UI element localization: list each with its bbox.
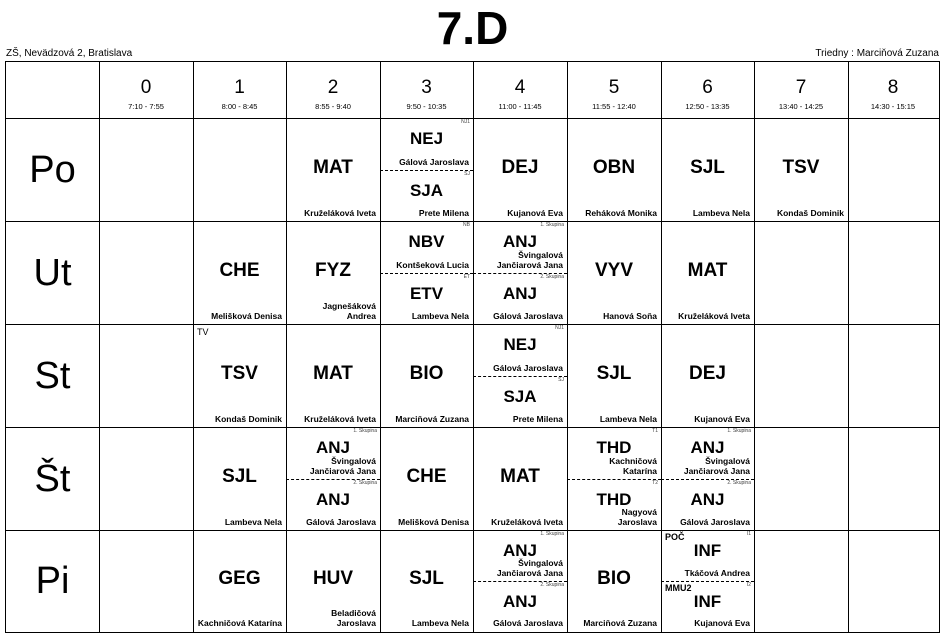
subject-code: NBV <box>408 232 445 251</box>
teacher-name: Kondaš Dominik <box>776 208 844 218</box>
teacher-name: Kachničová Katarína <box>197 618 282 628</box>
subject-code: ANJ <box>315 438 350 457</box>
group-label: SJ <box>464 170 470 177</box>
group-label: T1 <box>652 428 658 434</box>
teacher-name: Švingalová Jančiarová Jana <box>496 557 563 578</box>
teacher-name: Švingalová Jančiarová Jana <box>683 455 750 476</box>
lesson-cell[interactable] <box>567 118 661 221</box>
group-divider <box>380 170 473 171</box>
group-label: NJ1 <box>461 119 470 125</box>
teacher-name: Jagnešáková Andrea <box>322 301 376 321</box>
period-header <box>848 62 938 118</box>
lesson-cell[interactable] <box>193 530 286 631</box>
teacher-name: Gálová Jaroslava <box>493 362 563 373</box>
period-number: 3 <box>421 77 432 98</box>
group-label: NB <box>463 222 470 228</box>
lesson-bottom-group[interactable] <box>473 581 567 632</box>
group-label: ET <box>463 273 470 280</box>
teacher-name: Kujanová Eva <box>694 618 750 628</box>
period-header <box>567 62 661 118</box>
period-header <box>286 62 380 118</box>
teacher-name: Kujanová Eva <box>507 208 563 218</box>
lesson-cell[interactable] <box>661 118 754 221</box>
subject-code: THD <box>596 438 632 457</box>
subject-code: SJL <box>222 465 257 487</box>
teacher-name: Prete Milena <box>512 414 563 424</box>
teacher-name: Tkáčová Andrea <box>684 567 750 578</box>
lesson-bottom-group[interactable] <box>473 273 567 325</box>
group-divider <box>473 581 567 582</box>
group-label: I2 <box>746 581 751 588</box>
lesson-cell[interactable] <box>567 530 661 631</box>
lesson-cell[interactable] <box>286 530 380 631</box>
group-label: 2. Skupina <box>353 479 377 486</box>
subject-code: BIO <box>597 567 631 589</box>
period-number: 6 <box>702 77 713 98</box>
period-number: 8 <box>887 77 899 98</box>
subject-code: CHE <box>219 259 260 281</box>
lesson-bottom-group[interactable] <box>380 273 473 325</box>
lesson-cell[interactable] <box>567 427 661 530</box>
teacher-name: Lambeva Nela <box>692 208 750 218</box>
teacher-name: Melišková Denisa <box>211 311 282 321</box>
subject-code: DEJ <box>501 156 539 178</box>
teacher-name: Gálová Jaroslava <box>493 618 563 628</box>
teacher-name: Kontšeková Lucia <box>396 259 469 270</box>
subject-code: ETV <box>409 283 444 303</box>
teacher-name: Kruželáková Iveta <box>678 311 750 321</box>
lesson-bottom-group[interactable] <box>661 581 754 632</box>
subject-code: SJA <box>409 180 444 200</box>
subject-code: MAT <box>313 362 353 384</box>
subject-code: ANJ <box>502 591 537 611</box>
period-number: 4 <box>514 77 526 98</box>
lesson-cell[interactable] <box>380 427 473 530</box>
period-number: 1 <box>234 77 245 98</box>
lesson-bottom-group[interactable] <box>380 170 473 222</box>
teacher-name: Kachničová Katarína <box>609 455 657 476</box>
lesson-cell[interactable] <box>567 324 661 427</box>
teacher-name: Kruželáková Iveta <box>491 517 563 527</box>
subject-code: MAT <box>687 259 728 281</box>
subject-code: ANJ <box>315 489 350 509</box>
lesson-cell[interactable] <box>661 324 754 427</box>
teacher-name: Lambeva Nela <box>224 517 282 527</box>
lesson-cell[interactable] <box>286 427 380 530</box>
teacher-name: Gálová Jaroslava <box>306 517 376 527</box>
teacher-name: Lambeva Nela <box>599 414 657 424</box>
subject-code: ANJ <box>502 232 537 251</box>
subject-code: NEJ <box>409 129 444 148</box>
group-label: 1. Skupina <box>540 222 564 228</box>
lesson-top-group[interactable] <box>473 221 567 273</box>
period-number: 7 <box>795 77 807 98</box>
teacher-name: Gálová Jaroslava <box>680 517 750 527</box>
group-divider <box>567 479 661 480</box>
lesson-cell[interactable] <box>473 118 567 221</box>
group-divider <box>286 479 380 480</box>
group-divider <box>473 376 567 377</box>
subject-code: NEJ <box>503 335 537 354</box>
lesson-top-group[interactable] <box>661 427 754 479</box>
room-note: TV <box>197 327 209 337</box>
lesson-cell[interactable] <box>380 118 473 221</box>
subject-code: MAT <box>313 156 353 178</box>
period-header <box>473 62 567 118</box>
lesson-top-group[interactable] <box>286 427 380 479</box>
group-label: I1 <box>746 531 751 537</box>
subject-code: SJL <box>596 362 632 384</box>
class-teacher: Triedny : Marciňová Zuzana <box>815 48 939 59</box>
lesson-cell[interactable] <box>193 427 286 530</box>
grid-vline <box>848 62 849 632</box>
subject-code: DEJ <box>689 362 726 384</box>
room-note: MMU2 <box>665 582 692 593</box>
teacher-name: Marciňová Zuzana <box>395 414 469 424</box>
teacher-name: Marciňová Zuzana <box>583 618 657 628</box>
teacher-name: Reháková Monika <box>585 208 657 218</box>
group-label: 2. Skupina <box>540 581 564 588</box>
group-label: 1. Skupina <box>727 428 751 434</box>
lesson-cell[interactable] <box>661 221 754 324</box>
lesson-cell[interactable] <box>754 118 848 221</box>
day-label: Št <box>34 457 71 500</box>
lesson-top-group[interactable] <box>661 530 754 581</box>
teacher-name: Lambeva Nela <box>411 311 469 321</box>
lesson-bottom-group[interactable] <box>473 376 567 428</box>
group-divider <box>380 273 473 274</box>
teacher-name: Nagyová Jaroslava <box>617 507 657 527</box>
group-label: SJ <box>558 376 564 383</box>
teacher-name: Kondaš Dominik <box>214 414 282 424</box>
subject-code: VYV <box>594 259 634 281</box>
lesson-top-group[interactable] <box>473 530 567 581</box>
period-time: 14:30 - 15:15 <box>870 102 916 111</box>
group-label: 1. Skupina <box>540 531 564 537</box>
lesson-cell[interactable] <box>473 221 567 324</box>
lesson-cell[interactable] <box>661 427 754 530</box>
subject-code: GEG <box>218 567 261 589</box>
group-label: 2. Skupina <box>540 273 564 280</box>
lesson-cell[interactable] <box>473 324 567 427</box>
period-time: 12:50 - 13:35 <box>685 102 730 111</box>
subject-code: INF <box>693 541 722 560</box>
teacher-name: Gálová Jaroslava <box>399 156 469 167</box>
subject-code: INF <box>693 591 722 611</box>
lesson-cell[interactable] <box>567 221 661 324</box>
period-header <box>193 62 286 118</box>
subject-code: SJL <box>409 567 444 589</box>
day-label: Po <box>29 148 76 191</box>
teacher-name: Prete Milena <box>418 208 469 218</box>
subject-code: ANJ <box>502 541 537 560</box>
subject-code: TSV <box>782 156 820 178</box>
lesson-cell[interactable] <box>286 324 380 427</box>
school-name: ZŠ, Nevädzová 2, Bratislava <box>6 48 133 59</box>
timetable-grid <box>5 61 940 633</box>
period-time: 8:00 - 8:45 <box>221 102 258 111</box>
lesson-bottom-group[interactable] <box>661 479 754 531</box>
subject-code: MAT <box>500 465 540 487</box>
subject-code: ANJ <box>690 438 725 457</box>
teacher-name: Gálová Jaroslava <box>493 311 563 321</box>
subject-code: SJA <box>503 386 537 406</box>
group-label: T2 <box>652 479 658 486</box>
lesson-cell[interactable] <box>193 221 286 324</box>
subject-code: ANJ <box>502 283 537 303</box>
period-number: 0 <box>140 77 152 98</box>
lesson-cell[interactable] <box>286 221 380 324</box>
lesson-cell[interactable] <box>380 221 473 324</box>
subject-code: HUV <box>312 567 354 589</box>
subject-code: BIO <box>409 362 444 384</box>
period-number: 2 <box>327 77 339 98</box>
period-header <box>99 62 193 118</box>
teacher-name: Lambeva Nela <box>411 618 469 628</box>
group-divider <box>661 581 754 582</box>
lesson-cell[interactable] <box>473 427 567 530</box>
subject-code: ANJ <box>690 489 725 509</box>
group-label: NJ1 <box>555 325 564 331</box>
teacher-name: Kujanová Eva <box>694 414 750 424</box>
teacher-name: Švingalová Jančiarová Jana <box>496 249 563 270</box>
period-header <box>661 62 754 118</box>
teacher-name: Melišková Denisa <box>398 517 469 527</box>
day-label: St <box>34 354 71 397</box>
group-divider <box>661 479 754 480</box>
lesson-cell[interactable] <box>380 324 473 427</box>
subject-code: TSV <box>221 362 258 384</box>
period-header <box>380 62 473 118</box>
period-header <box>754 62 848 118</box>
timetable-title: 7.D <box>436 2 509 54</box>
grid-vline <box>99 62 100 632</box>
lesson-cell[interactable] <box>661 530 754 631</box>
subject-code: SJL <box>690 156 725 178</box>
lesson-top-group[interactable] <box>473 324 567 376</box>
lesson-top-group[interactable] <box>380 221 473 273</box>
lesson-bottom-group[interactable] <box>567 479 661 531</box>
period-number: 5 <box>608 77 620 98</box>
subject-code: THD <box>596 489 632 509</box>
lesson-bottom-group[interactable] <box>286 479 380 531</box>
period-time: 8:55 - 9:40 <box>315 102 351 111</box>
room-note: POČ <box>665 532 685 542</box>
lesson-top-group[interactable] <box>567 427 661 479</box>
lesson-cell[interactable] <box>380 530 473 631</box>
teacher-name: Kruželáková Iveta <box>304 414 376 424</box>
period-time: 11:55 - 12:40 <box>592 102 636 111</box>
teacher-name: Kruželáková Iveta <box>304 208 376 218</box>
group-label: 1. Skupina <box>353 428 377 434</box>
subject-code: OBN <box>592 156 636 178</box>
lesson-cell[interactable] <box>193 324 286 427</box>
subject-code: FYZ <box>315 259 351 281</box>
period-time: 7:10 - 7:55 <box>128 102 164 111</box>
period-time: 11:00 - 11:45 <box>498 102 542 111</box>
day-label: Ut <box>33 251 72 294</box>
group-divider <box>473 273 567 274</box>
group-label: 2. Skupina <box>727 479 751 486</box>
teacher-name: Hanová Soňa <box>603 311 657 321</box>
teacher-name: Beladičová Jaroslava <box>331 608 376 628</box>
period-time: 13:40 - 14:25 <box>778 102 824 111</box>
day-label: Pi <box>35 559 70 602</box>
lesson-top-group[interactable] <box>380 118 473 170</box>
lesson-cell[interactable] <box>286 118 380 221</box>
period-time: 9:50 - 10:35 <box>406 102 447 111</box>
lesson-cell[interactable] <box>473 530 567 631</box>
subject-code: CHE <box>406 465 447 487</box>
teacher-name: Švingalová Jančiarová Jana <box>309 455 376 476</box>
